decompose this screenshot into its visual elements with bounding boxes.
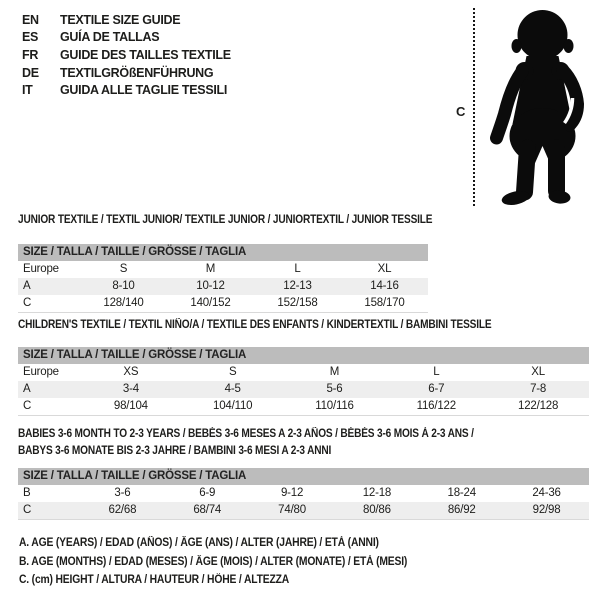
- section-title: [18, 317, 589, 334]
- table-cell: M: [329, 366, 340, 378]
- table-cell: S: [119, 263, 128, 275]
- legend-row: [22, 11, 231, 29]
- size-table-header-bar: SIZE / TALLA / TAILLE / GRÖSSE / TAGLIA: [18, 244, 428, 261]
- language-label: GUIDA ALLE TAGLIE TESSILI: [60, 83, 228, 98]
- row-label: C: [23, 504, 32, 516]
- table-cell: 12-13: [283, 280, 312, 292]
- table-cell: 68/74: [193, 504, 222, 516]
- legend-row: [22, 64, 231, 82]
- table-cell: 8-10: [112, 280, 135, 292]
- table-row: [18, 398, 589, 415]
- language-label: GUIDE DES TAILLES TEXTILE: [60, 47, 231, 62]
- table-cell: 74/80: [278, 504, 306, 516]
- section-title-line: BABYS 3-6 MONATE BIS 2-3 JAHRE / BAMBINI 3-6 MESI A 2-3 ANNI: [18, 445, 332, 457]
- table-cell: XS: [123, 366, 139, 378]
- row-label: A: [23, 280, 31, 292]
- section-title-line: JUNIOR TEXTILE / TEXTIL JUNIOR/ TEXTILE JUNIOR / JUNIORTEXTIL / JUNIOR TESSILE: [18, 214, 433, 226]
- table-cell: 140/152: [190, 297, 231, 309]
- table-cell: 62/68: [108, 504, 137, 516]
- table-row: [18, 261, 428, 278]
- language-code: IT: [22, 83, 33, 98]
- table-cell: 3-6: [114, 487, 131, 499]
- toddler-silhouette-image: [486, 8, 599, 208]
- size-table-rows: [18, 485, 589, 519]
- table-cell: 7-8: [530, 383, 547, 395]
- section-title: [18, 426, 589, 460]
- height-measure-label: C: [456, 104, 466, 119]
- size-table-header-bar: SIZE / TALLA / TAILLE / GRÖSSE / TAGLIA: [18, 347, 589, 364]
- section-title-line: CHILDREN'S TEXTILE / TEXTIL NIÑO/A / TEXTILE DES ENFANTS / KINDERTEXTIL / BAMBINI TESSILE: [18, 319, 492, 331]
- language-code: DE: [22, 65, 39, 80]
- size-table: [18, 468, 589, 520]
- language-label: TEXTILGRÖßENFÜHRUNG: [60, 65, 214, 80]
- size-section: [18, 317, 589, 416]
- footnotes: [19, 534, 450, 590]
- table-row: [18, 381, 589, 398]
- table-cell: L: [433, 366, 440, 378]
- table-cell: 98/104: [113, 400, 148, 412]
- table-row: [18, 485, 589, 502]
- table-cell: 9-12: [280, 487, 304, 499]
- table-cell: 158/170: [364, 297, 405, 309]
- table-cell: 122/128: [518, 400, 559, 412]
- table-row: [18, 295, 428, 312]
- table-cell: 12-18: [362, 487, 392, 499]
- row-label: Europe: [23, 263, 59, 275]
- table-cell: 18-24: [447, 487, 476, 499]
- size-section: [18, 212, 489, 313]
- size-table: [18, 244, 428, 313]
- table-cell: 110/116: [315, 400, 354, 412]
- table-cell: 4-5: [224, 383, 241, 395]
- size-table: [18, 347, 589, 416]
- table-cell: 24-36: [532, 487, 561, 499]
- row-label: C: [23, 400, 32, 412]
- table-cell: L: [294, 263, 301, 275]
- table-row: [18, 364, 589, 381]
- row-label: Europe: [23, 366, 59, 378]
- table-row: [18, 502, 589, 519]
- language-code: FR: [22, 47, 39, 62]
- table-cell: XL: [531, 366, 545, 378]
- footnote: A. AGE (YEARS) / EDAD (AÑOS) / ÂGE (ANS) / ALTER (JAHRE) / ETÀ (ANNI): [19, 537, 379, 549]
- table-cell: 104/110: [213, 400, 253, 412]
- table-row: [18, 278, 428, 295]
- table-cell: XL: [377, 263, 392, 275]
- table-cell: 5-6: [326, 383, 343, 395]
- section-title: [18, 212, 489, 229]
- table-cell: 3-4: [122, 383, 139, 395]
- footnote: B. AGE (MONTHS) / EDAD (MESES) / ÂGE (MOIS) / ALTER (MONATE) / ETÀ (MESI): [19, 555, 408, 568]
- language-code: ES: [22, 30, 39, 45]
- legend-row: [22, 29, 231, 47]
- footnote: C. (cm) HEIGHT / ALTURA / HAUTEUR / HÖHE / ALTEZZA: [19, 574, 290, 586]
- height-measure-dotted-line: [473, 8, 475, 206]
- table-cell: 92/98: [532, 504, 561, 516]
- table-cell: M: [205, 263, 216, 275]
- size-table-rows: [18, 364, 589, 415]
- size-table-rows: [18, 261, 428, 312]
- row-label: B: [23, 487, 31, 499]
- table-cell: 80/86: [363, 504, 391, 516]
- language-code: EN: [22, 12, 39, 27]
- size-section: [18, 426, 589, 520]
- row-label: C: [23, 297, 32, 309]
- table-cell: S: [228, 366, 237, 378]
- table-cell: 6-7: [428, 383, 445, 395]
- size-table-header-bar: SIZE / TALLA / TAILLE / GRÖSSE / TAGLIA: [18, 468, 589, 485]
- language-legend: [22, 11, 231, 99]
- row-label: A: [23, 383, 31, 395]
- table-cell: 116/122: [416, 400, 456, 412]
- table-cell: 6-9: [199, 487, 216, 499]
- legend-row: [22, 81, 231, 99]
- language-label: TEXTILE SIZE GUIDE: [60, 12, 181, 27]
- language-label: GUÍA DE TALLAS: [60, 30, 160, 45]
- table-cell: 128/140: [103, 297, 144, 309]
- section-title-line: BABIES 3-6 MONTH TO 2-3 YEARS / BEBÉS 3-6 MESES A 2-3 AÑOS / BÉBÉS 3-6 MOIS À 2-3 ANS /: [18, 428, 474, 440]
- legend-row: [22, 46, 231, 64]
- table-cell: 10-12: [196, 280, 225, 292]
- table-cell: 14-16: [370, 280, 399, 292]
- table-cell: 152/158: [277, 297, 318, 309]
- table-cell: 86/92: [447, 504, 476, 516]
